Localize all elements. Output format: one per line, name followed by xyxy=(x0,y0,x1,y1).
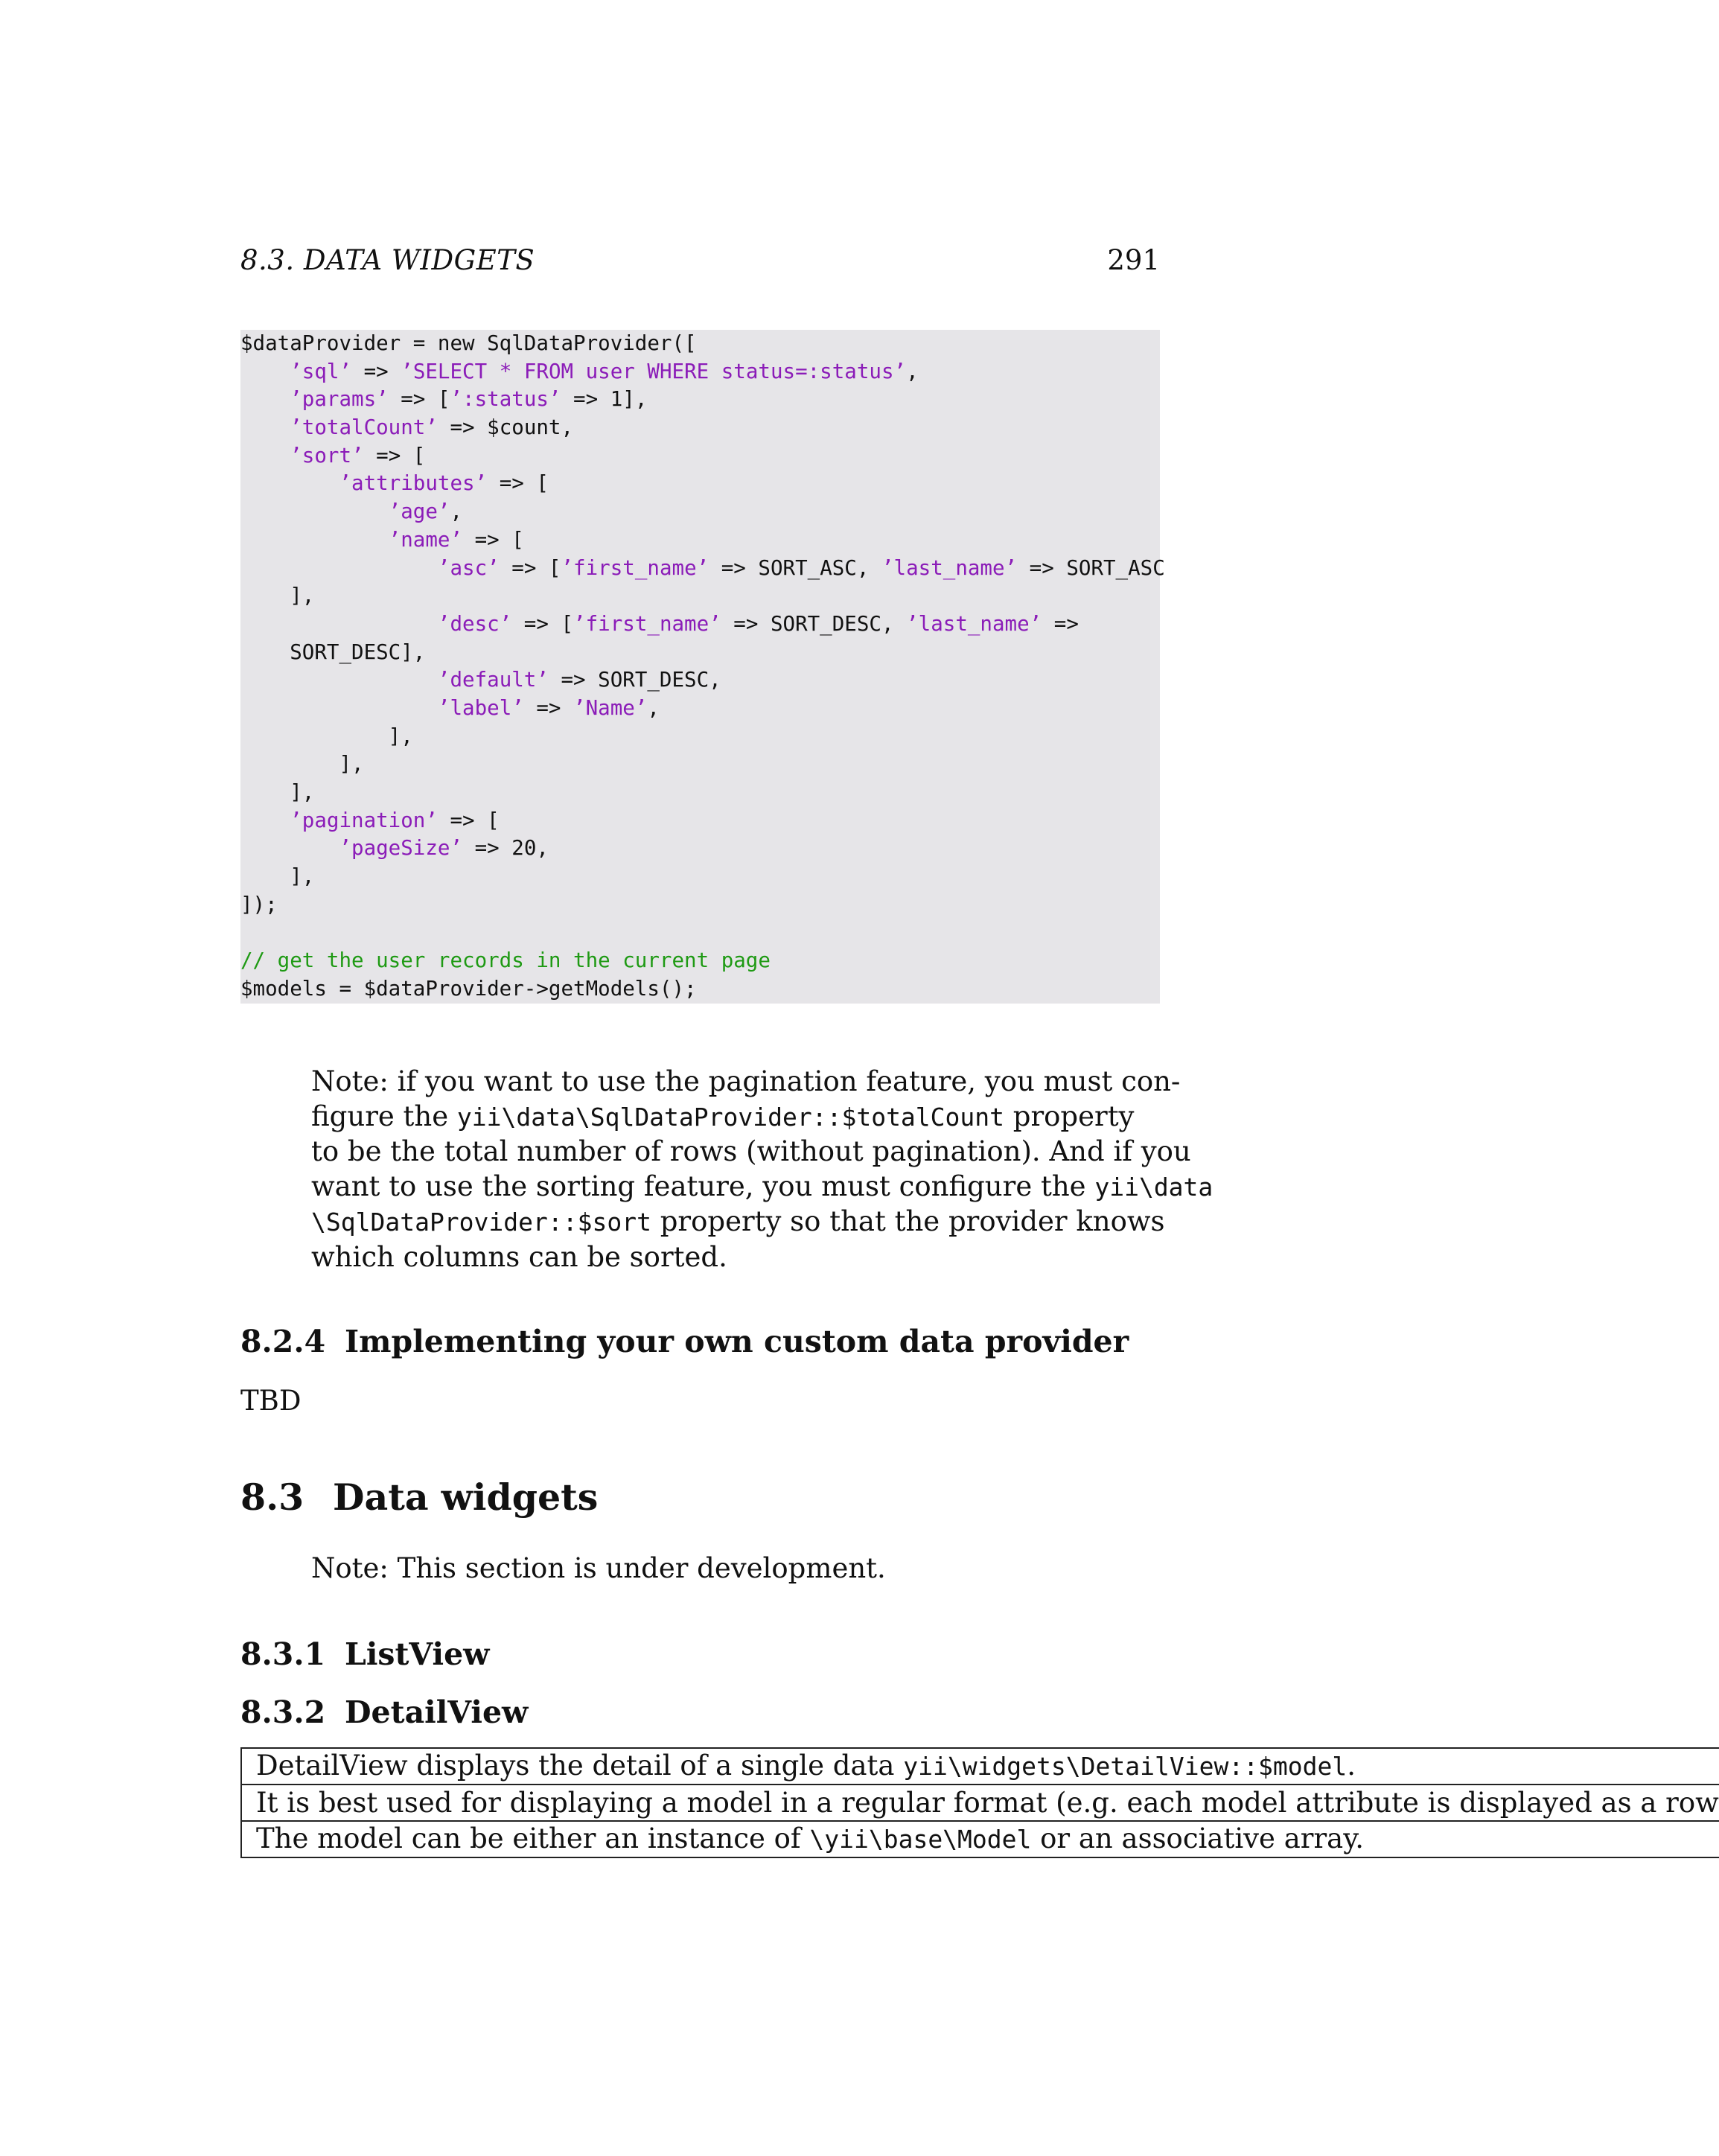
code-string: ’pageSize’ xyxy=(339,836,463,861)
code-line xyxy=(240,386,1160,414)
code-text xyxy=(240,471,339,495)
code-line xyxy=(240,442,1160,471)
code-text xyxy=(240,387,290,411)
code-line xyxy=(240,750,1160,779)
running-head-title: 8.3. DATA WIDGETS xyxy=(240,244,535,276)
code-text: => $count, xyxy=(437,415,574,440)
note-under-development: Note: This section is under development. xyxy=(311,1552,886,1584)
code-string: ’label’ xyxy=(437,695,524,720)
code-string: ’name’ xyxy=(388,527,463,552)
cell-text: . xyxy=(1347,1750,1356,1782)
cell-text: or an associative array. xyxy=(1031,1822,1364,1854)
note-text: want to use the sorting feature, you must configure the xyxy=(311,1170,1095,1202)
code-line xyxy=(240,330,1160,358)
section-heading-8-3-2 xyxy=(240,1694,528,1730)
code-line xyxy=(240,358,1160,386)
note-text: property so that the provider knows xyxy=(651,1205,1165,1237)
code-string: ’last_name’ xyxy=(906,611,1042,636)
code-text: ], xyxy=(240,724,413,748)
code-text xyxy=(240,836,339,860)
section-title: DetailView xyxy=(345,1694,529,1730)
code-line xyxy=(240,526,1160,555)
code-line xyxy=(240,919,1160,947)
inline-code: yii\widgets\DetailView::$model xyxy=(903,1752,1348,1781)
detailview-table xyxy=(240,1747,1719,1858)
code-text: , xyxy=(906,359,919,383)
code-text: => 20, xyxy=(462,836,549,861)
code-string: ’totalCount’ xyxy=(290,415,438,440)
code-text: ], xyxy=(240,584,315,608)
code-text: => [ xyxy=(462,527,524,552)
code-text: ]); xyxy=(240,892,278,916)
note-line xyxy=(311,1170,1213,1205)
code-text: => [ xyxy=(388,387,450,412)
note-pagination-sorting xyxy=(311,1065,1213,1275)
code-text: => xyxy=(351,359,401,383)
section-number: 8.3.1 xyxy=(240,1636,326,1672)
section-title: ListView xyxy=(345,1636,490,1672)
code-string: ’SELECT * FROM user WHERE status=:status’ xyxy=(401,359,907,383)
code-comment: // get the user records in the current page xyxy=(240,948,771,973)
code-text xyxy=(240,360,290,383)
code-text: => [ xyxy=(499,555,561,580)
code-text xyxy=(240,612,438,636)
code-text: , xyxy=(450,500,463,524)
code-line xyxy=(240,666,1160,695)
code-line xyxy=(240,695,1160,723)
code-text xyxy=(240,696,438,720)
code-line xyxy=(240,610,1160,639)
code-text: => [ xyxy=(363,443,426,468)
section-number: 8.2.4 xyxy=(240,1324,326,1359)
note-text: property xyxy=(1004,1100,1135,1132)
code-line xyxy=(240,555,1165,583)
table-row xyxy=(241,1748,1719,1785)
section-heading-8-3 xyxy=(240,1476,598,1519)
code-text: => SORT_ASC xyxy=(1017,555,1165,580)
running-head xyxy=(240,244,1160,280)
table-cell xyxy=(241,1785,1719,1821)
cell-text: The model can be either an instance of xyxy=(256,1822,810,1854)
note-text: figure the xyxy=(311,1100,457,1132)
code-string: ’pagination’ xyxy=(290,808,438,832)
code-text: $dataProvider = new SqlDataProvider([ xyxy=(240,331,697,355)
note-text: which columns can be sorted. xyxy=(311,1240,727,1273)
code-line xyxy=(240,498,1160,526)
code-text: SORT_DESC], xyxy=(240,640,426,664)
note-line xyxy=(311,1135,1191,1170)
code-line xyxy=(240,807,1160,835)
code-text: ], xyxy=(240,864,315,889)
cell-text: DetailView displays the detail of a single data xyxy=(256,1750,904,1782)
code-text xyxy=(240,808,290,832)
code-string: ’sort’ xyxy=(290,443,364,468)
code-line xyxy=(240,863,1160,891)
code-string: ’:status’ xyxy=(450,387,561,412)
code-text: $models = $dataProvider->getModels(); xyxy=(240,976,697,1001)
note-line xyxy=(311,1240,1090,1275)
code-line xyxy=(240,975,1160,1004)
code-text: => [ xyxy=(437,808,500,832)
code-block xyxy=(240,330,1165,1004)
section-heading-8-3-1 xyxy=(240,1636,489,1672)
section-heading-8-2-4 xyxy=(240,1324,1129,1359)
inline-code: yii\data\SqlDataProvider::$totalCount xyxy=(456,1102,1005,1132)
note-text: to be the total number of rows (without pagination). And if you xyxy=(311,1135,1191,1167)
code-text: , xyxy=(647,695,660,720)
code-text xyxy=(240,500,389,523)
code-text: => xyxy=(523,695,574,720)
code-string: ’Name’ xyxy=(573,695,648,720)
tbd-paragraph: TBD xyxy=(240,1385,302,1417)
section-title: Data widgets xyxy=(333,1476,599,1519)
code-line xyxy=(240,470,1160,498)
code-text: => xyxy=(1042,611,1079,636)
code-line xyxy=(240,723,1160,751)
code-text xyxy=(240,444,290,468)
note-line xyxy=(311,1065,1181,1100)
table-row xyxy=(241,1785,1719,1821)
code-string: ’first_name’ xyxy=(573,611,721,636)
code-text: => SORT_ASC, xyxy=(709,555,881,580)
code-text: => [ xyxy=(511,611,574,636)
code-string: ’desc’ xyxy=(437,611,512,636)
code-line xyxy=(240,582,1160,610)
code-text: => SORT_DESC, xyxy=(548,668,721,692)
code-line xyxy=(240,414,1160,442)
code-line xyxy=(240,835,1160,863)
code-text: => 1], xyxy=(561,387,648,412)
page-number: 291 xyxy=(1107,244,1160,276)
code-text xyxy=(240,415,290,439)
code-line xyxy=(240,639,1160,667)
code-text: => SORT_DESC, xyxy=(721,611,907,636)
section-title: Implementing your own custom data provider xyxy=(345,1324,1129,1359)
code-string: ’default’ xyxy=(437,668,549,692)
code-string: ’asc’ xyxy=(437,555,500,580)
inline-code: \SqlDataProvider::$sort xyxy=(311,1208,651,1237)
table-cell xyxy=(241,1821,1719,1857)
code-string: ’age’ xyxy=(388,500,450,524)
code-text: ], xyxy=(240,780,315,804)
code-line xyxy=(240,779,1160,807)
note-line xyxy=(311,1205,1165,1240)
code-text: ], xyxy=(240,752,364,776)
cell-text: It is best used for displaying a model in a regular format (e.g. each model attribute is displayed as a row xyxy=(256,1786,1719,1819)
code-string: ’first_name’ xyxy=(561,555,709,580)
code-line xyxy=(240,891,1160,919)
code-string: ’attributes’ xyxy=(339,471,488,496)
code-string: ’sql’ xyxy=(290,359,352,383)
note-text: Note: if you want to use the pagination feature, you must con- xyxy=(311,1065,1181,1097)
inline-code: yii\data xyxy=(1094,1172,1213,1202)
code-text xyxy=(240,528,389,552)
code-string: ’params’ xyxy=(290,387,389,412)
section-number: 8.3 xyxy=(240,1476,304,1519)
code-text xyxy=(240,668,438,692)
code-line xyxy=(240,947,1160,975)
inline-code: \yii\base\Model xyxy=(809,1825,1032,1854)
note-line xyxy=(311,1100,1135,1135)
section-number: 8.3.2 xyxy=(240,1694,326,1730)
table-row xyxy=(241,1821,1719,1857)
code-string: ’last_name’ xyxy=(881,555,1018,580)
table-cell xyxy=(241,1748,1719,1785)
code-text: => [ xyxy=(487,471,549,496)
code-text xyxy=(240,556,438,580)
